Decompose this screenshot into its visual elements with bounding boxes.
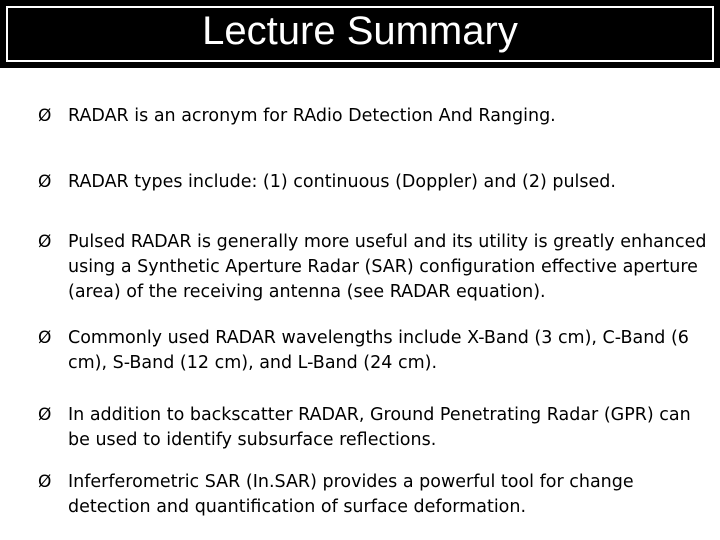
bullet-item bbox=[38, 326, 718, 376]
slide-title: Lecture Summary bbox=[202, 9, 518, 53]
bullet-text: Pulsed RADAR is generally more useful and its utility is greatly enhanced using a Synthetic Aperture Radar (SAR) configuration effective aperture (area) of the receiving antenna (see RADAR equation). bbox=[68, 232, 707, 302]
bullet-item bbox=[38, 170, 718, 195]
bullet-text: Inferferometric SAR (In.SAR) provides a powerful tool for change detection and quantification of surface deformation. bbox=[68, 472, 634, 517]
arrow-bullet-icon: Ø bbox=[38, 106, 52, 126]
arrow-bullet-icon: Ø bbox=[38, 232, 52, 252]
title-frame bbox=[6, 6, 714, 62]
arrow-bullet-icon: Ø bbox=[38, 472, 52, 492]
arrow-bullet-icon: Ø bbox=[38, 172, 52, 192]
bullet-text: In addition to backscatter RADAR, Ground Penetrating Radar (GPR) can be used to identify subsurface reflections. bbox=[68, 405, 691, 450]
bullet-item bbox=[38, 104, 718, 129]
bullet-text: RADAR types include: (1) continuous (Doppler) and (2) pulsed. bbox=[68, 172, 616, 192]
bullet-item bbox=[38, 403, 718, 453]
arrow-bullet-icon: Ø bbox=[38, 328, 52, 348]
bullet-text: RADAR is an acronym for RAdio Detection And Ranging. bbox=[68, 106, 556, 126]
arrow-bullet-icon: Ø bbox=[38, 405, 52, 425]
bullet-text: Commonly used RADAR wavelengths include X-Band (3 cm), C-Band (6 cm), S-Band (12 cm), and L-Band (24 cm). bbox=[68, 328, 689, 373]
bullet-item bbox=[38, 230, 718, 305]
bullet-item bbox=[38, 470, 718, 520]
title-bar bbox=[0, 0, 720, 68]
